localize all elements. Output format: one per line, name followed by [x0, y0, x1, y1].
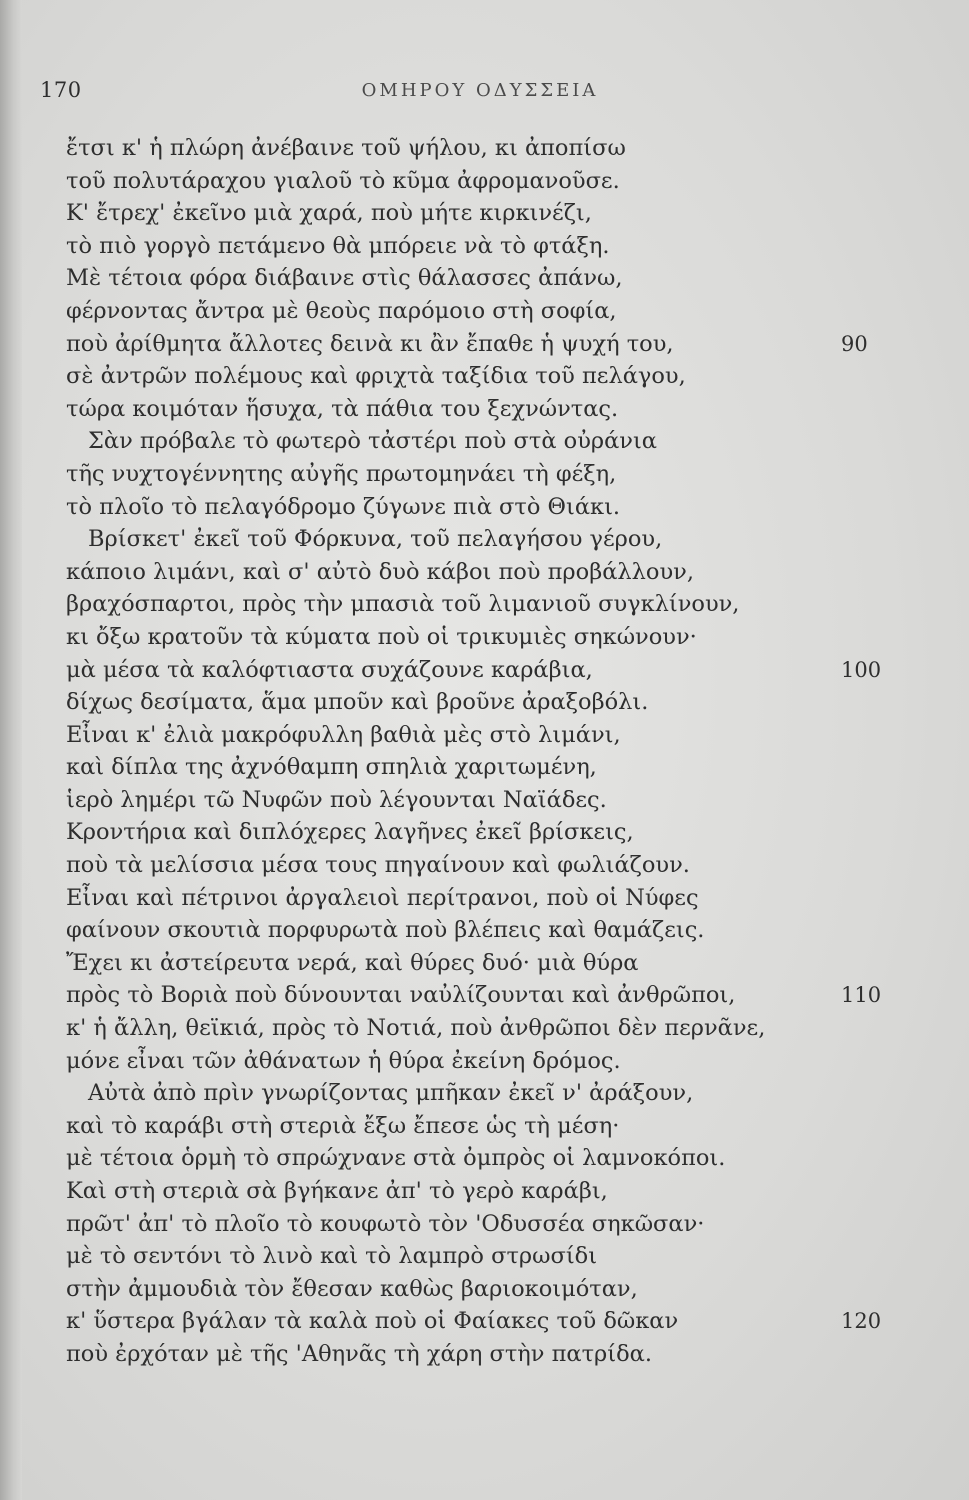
verse-text: τώρα κοιμόταν ἥσυχα, τὰ πάθια του ξεχνώντας. [66, 395, 619, 422]
verse-text: κ' ἡ ἄλλη, θεϊκιά, πρὸς τὸ Νοτιά, ποὺ ἀνθρῶποι δὲν περνᾶνε, [66, 1015, 766, 1042]
verse-line [66, 621, 856, 654]
verse-text: ἱερὸ λημέρι τῶ Νυφῶν ποὺ λέγουνται Ναϊάδες. [66, 786, 607, 813]
verse-text: μὰ μέσα τὰ καλόφτιαστα συχάζουνε καράβια, [66, 656, 593, 683]
verse-text: βραχόσπαρτοι, πρὸς τὴν μπασιὰ τοῦ λιμανιοῦ συγκλίνουν, [66, 591, 740, 618]
line-number: 100 [841, 657, 882, 682]
verse-text: τὸ πιὸ γοργὸ πετάμενο θὰ μπόρειε νὰ τὸ φτάξη. [66, 232, 610, 259]
verse-line [66, 491, 856, 524]
verse-line [66, 295, 856, 328]
verse-line [66, 523, 856, 556]
verse-text: Αὐτὰ ἀπὸ πρὶν γνωρίζοντας μπῆκαν ἐκεῖ ν' ἀράξουν, [88, 1080, 694, 1107]
verse-text: ποὺ ἐρχόταν μὲ τῆς 'Αθηνᾶς τὴ χάρη στὴν πατρίδα. [66, 1340, 652, 1367]
verse-text: καὶ τὸ καράβι στὴ στεριὰ ἔξω ἔπεσε ὡς τὴ μέση· [66, 1112, 620, 1139]
verse-text: σὲ ἀντρῶν πολέμους καὶ φριχτὰ ταξίδια τοῦ πελάγου, [66, 363, 686, 390]
verse-text: πρὸς τὸ Βοριὰ ποὺ δύνουνται ναὐλίζουνται καὶ ἀνθρῶποι, [66, 982, 736, 1009]
verse-line [66, 979, 882, 1012]
verse-line [66, 654, 882, 687]
verse-line [66, 197, 856, 230]
verse-text: στὴν ἀμμουδιὰ τὸν ἔθεσαν καθὼς βαριοκοιμόταν, [66, 1275, 638, 1302]
verse-text: Κ' ἔτρεχ' ἐκεῖνο μιὰ χαρά, ποὺ μήτε κιρκινέζι, [66, 200, 592, 227]
verse-line [66, 328, 868, 361]
verse-text: τοῦ πολυτάραχου γιαλοῦ τὸ κῦμα ἀφρομανοῦσε. [66, 167, 620, 194]
verse-line [66, 914, 856, 947]
verse-text: Μὲ τέτοια φόρα διάβαινε στὶς θάλασσες ἀπάνω, [66, 265, 623, 292]
verse-line [66, 1012, 856, 1045]
verse-line [66, 360, 856, 393]
verse-line [66, 1240, 856, 1273]
verse-text: Σὰν πρόβαλε τὸ φωτερὸ τἀστέρι ποὺ στὰ οὐράνια [88, 428, 658, 455]
verse-text: πρῶτ' ἀπ' τὸ πλοῖο τὸ κουφωτὸ τὸν 'Οδυσσέα σηκῶσαν· [66, 1210, 705, 1237]
line-number: 90 [841, 331, 868, 356]
page-number: 170 [40, 78, 82, 102]
poem-text-block [66, 132, 882, 1371]
verse-text: Ἔχει κι ἀστείρευτα νερά, καὶ θύρες δυό· μιὰ θύρα [66, 949, 639, 976]
verse-line [66, 458, 856, 491]
verse-text: φαίνουν σκουτιὰ πορφυρωτὰ ποὺ βλέπεις καὶ θαμάζεις. [66, 917, 705, 944]
verse-text: ποὺ ἀρίθμητα ἄλλοτες δεινὰ κι ἂν ἔπαθε ἡ ψυχή του, [66, 330, 674, 357]
verse-text: καὶ δίπλα της ἀχνόθαμπη σπηλιὰ χαριτωμένη, [66, 754, 597, 781]
verse-line [66, 556, 856, 589]
page-header [40, 78, 840, 112]
page-gutter-shadow [0, 0, 22, 1500]
verse-line [66, 882, 856, 915]
verse-text: κι ὄξω κρατοῦν τὰ κύματα ποὺ οἱ τρικυμιὲς σηκώνουν· [66, 623, 697, 650]
verse-line [66, 1110, 856, 1143]
verse-line [66, 686, 856, 719]
running-title: ΟΜΗΡΟΥ ΟΔΥΣΣΕΙΑ [361, 80, 599, 101]
verse-line [66, 719, 856, 752]
verse-text: μὲ τὸ σεντόνι τὸ λινὸ καὶ τὸ λαμπρὸ στρωσίδι [66, 1243, 598, 1270]
verse-text: μόνε εἶναι τῶν ἀθάνατων ἡ θύρα ἐκείνη δρόμος. [66, 1047, 621, 1074]
verse-line [66, 1305, 882, 1338]
verse-line [66, 1175, 856, 1208]
verse-line [66, 1077, 856, 1110]
verse-text: δίχως δεσίματα, ἅμα μποῦν καὶ βροῦνε ἀραξοβόλι. [66, 689, 649, 716]
verse-line [66, 262, 856, 295]
verse-line [66, 230, 856, 263]
line-number: 120 [841, 1309, 882, 1334]
verse-line [66, 816, 856, 849]
verse-line [66, 1142, 856, 1175]
verse-line [66, 588, 856, 621]
line-number: 110 [841, 983, 882, 1008]
verse-line [66, 947, 856, 980]
verse-line [66, 165, 856, 198]
verse-line [66, 1273, 856, 1306]
verse-line [66, 1338, 856, 1371]
verse-line [66, 849, 856, 882]
verse-text: φέρνοντας ἄντρα μὲ θεοὺς παρόμοιο στὴ σοφία, [66, 297, 617, 324]
verse-text: κάποιο λιμάνι, καὶ σ' αὐτὸ δυὸ κάβοι ποὺ προβάλλουν, [66, 558, 694, 585]
verse-line [66, 425, 856, 458]
verse-line [66, 132, 856, 165]
verse-text: κ' ὕστερα βγάλαν τὰ καλὰ ποὺ οἱ Φαίακες τοῦ δῶκαν [66, 1308, 679, 1335]
verse-text: μὲ τέτοια ὁρμὴ τὸ σπρώχνανε στὰ ὀμπρὸς οἱ λαμνοκόποι. [66, 1145, 726, 1172]
verse-text: Καὶ στὴ στεριὰ σὰ βγήκανε ἀπ' τὸ γερὸ καράβι, [66, 1178, 608, 1204]
verse-line [66, 393, 856, 426]
verse-line [66, 751, 856, 784]
verse-text: ἔτσι κ' ἡ πλώρη ἀνέβαινε τοῦ ψήλου, κι ἀποπίσω [66, 135, 626, 161]
verse-line [66, 1208, 856, 1241]
verse-text: ποὺ τὰ μελίσσια μέσα τους πηγαίνουν καὶ φωλιάζουν. [66, 852, 690, 879]
verse-text: Εἶναι καὶ πέτρινοι ἀργαλειοὶ περίτρανοι, ποὺ οἱ Νύφες [66, 884, 699, 911]
verse-text: τὸ πλοῖο τὸ πελαγόδρομο ζύγωνε πιὰ στὸ Θιάκι. [66, 493, 621, 520]
verse-text: τῆς νυχτογέννητης αὐγῆς πρωτομηνάει τὴ φέξη, [66, 460, 617, 487]
verse-text: Εἶναι κ' ἐλιὰ μακρόφυλλη βαθιὰ μὲς στὸ λιμάνι, [66, 721, 621, 748]
verse-line [66, 784, 856, 817]
verse-line [66, 1045, 856, 1078]
verse-text: Βρίσκετ' ἐκεῖ τοῦ Φόρκυνα, τοῦ πελαγήσου γέρου, [88, 526, 663, 553]
verse-text: Κροντήρια καὶ διπλόχερες λαγῆνες ἐκεῖ βρίσκεις, [66, 819, 634, 846]
